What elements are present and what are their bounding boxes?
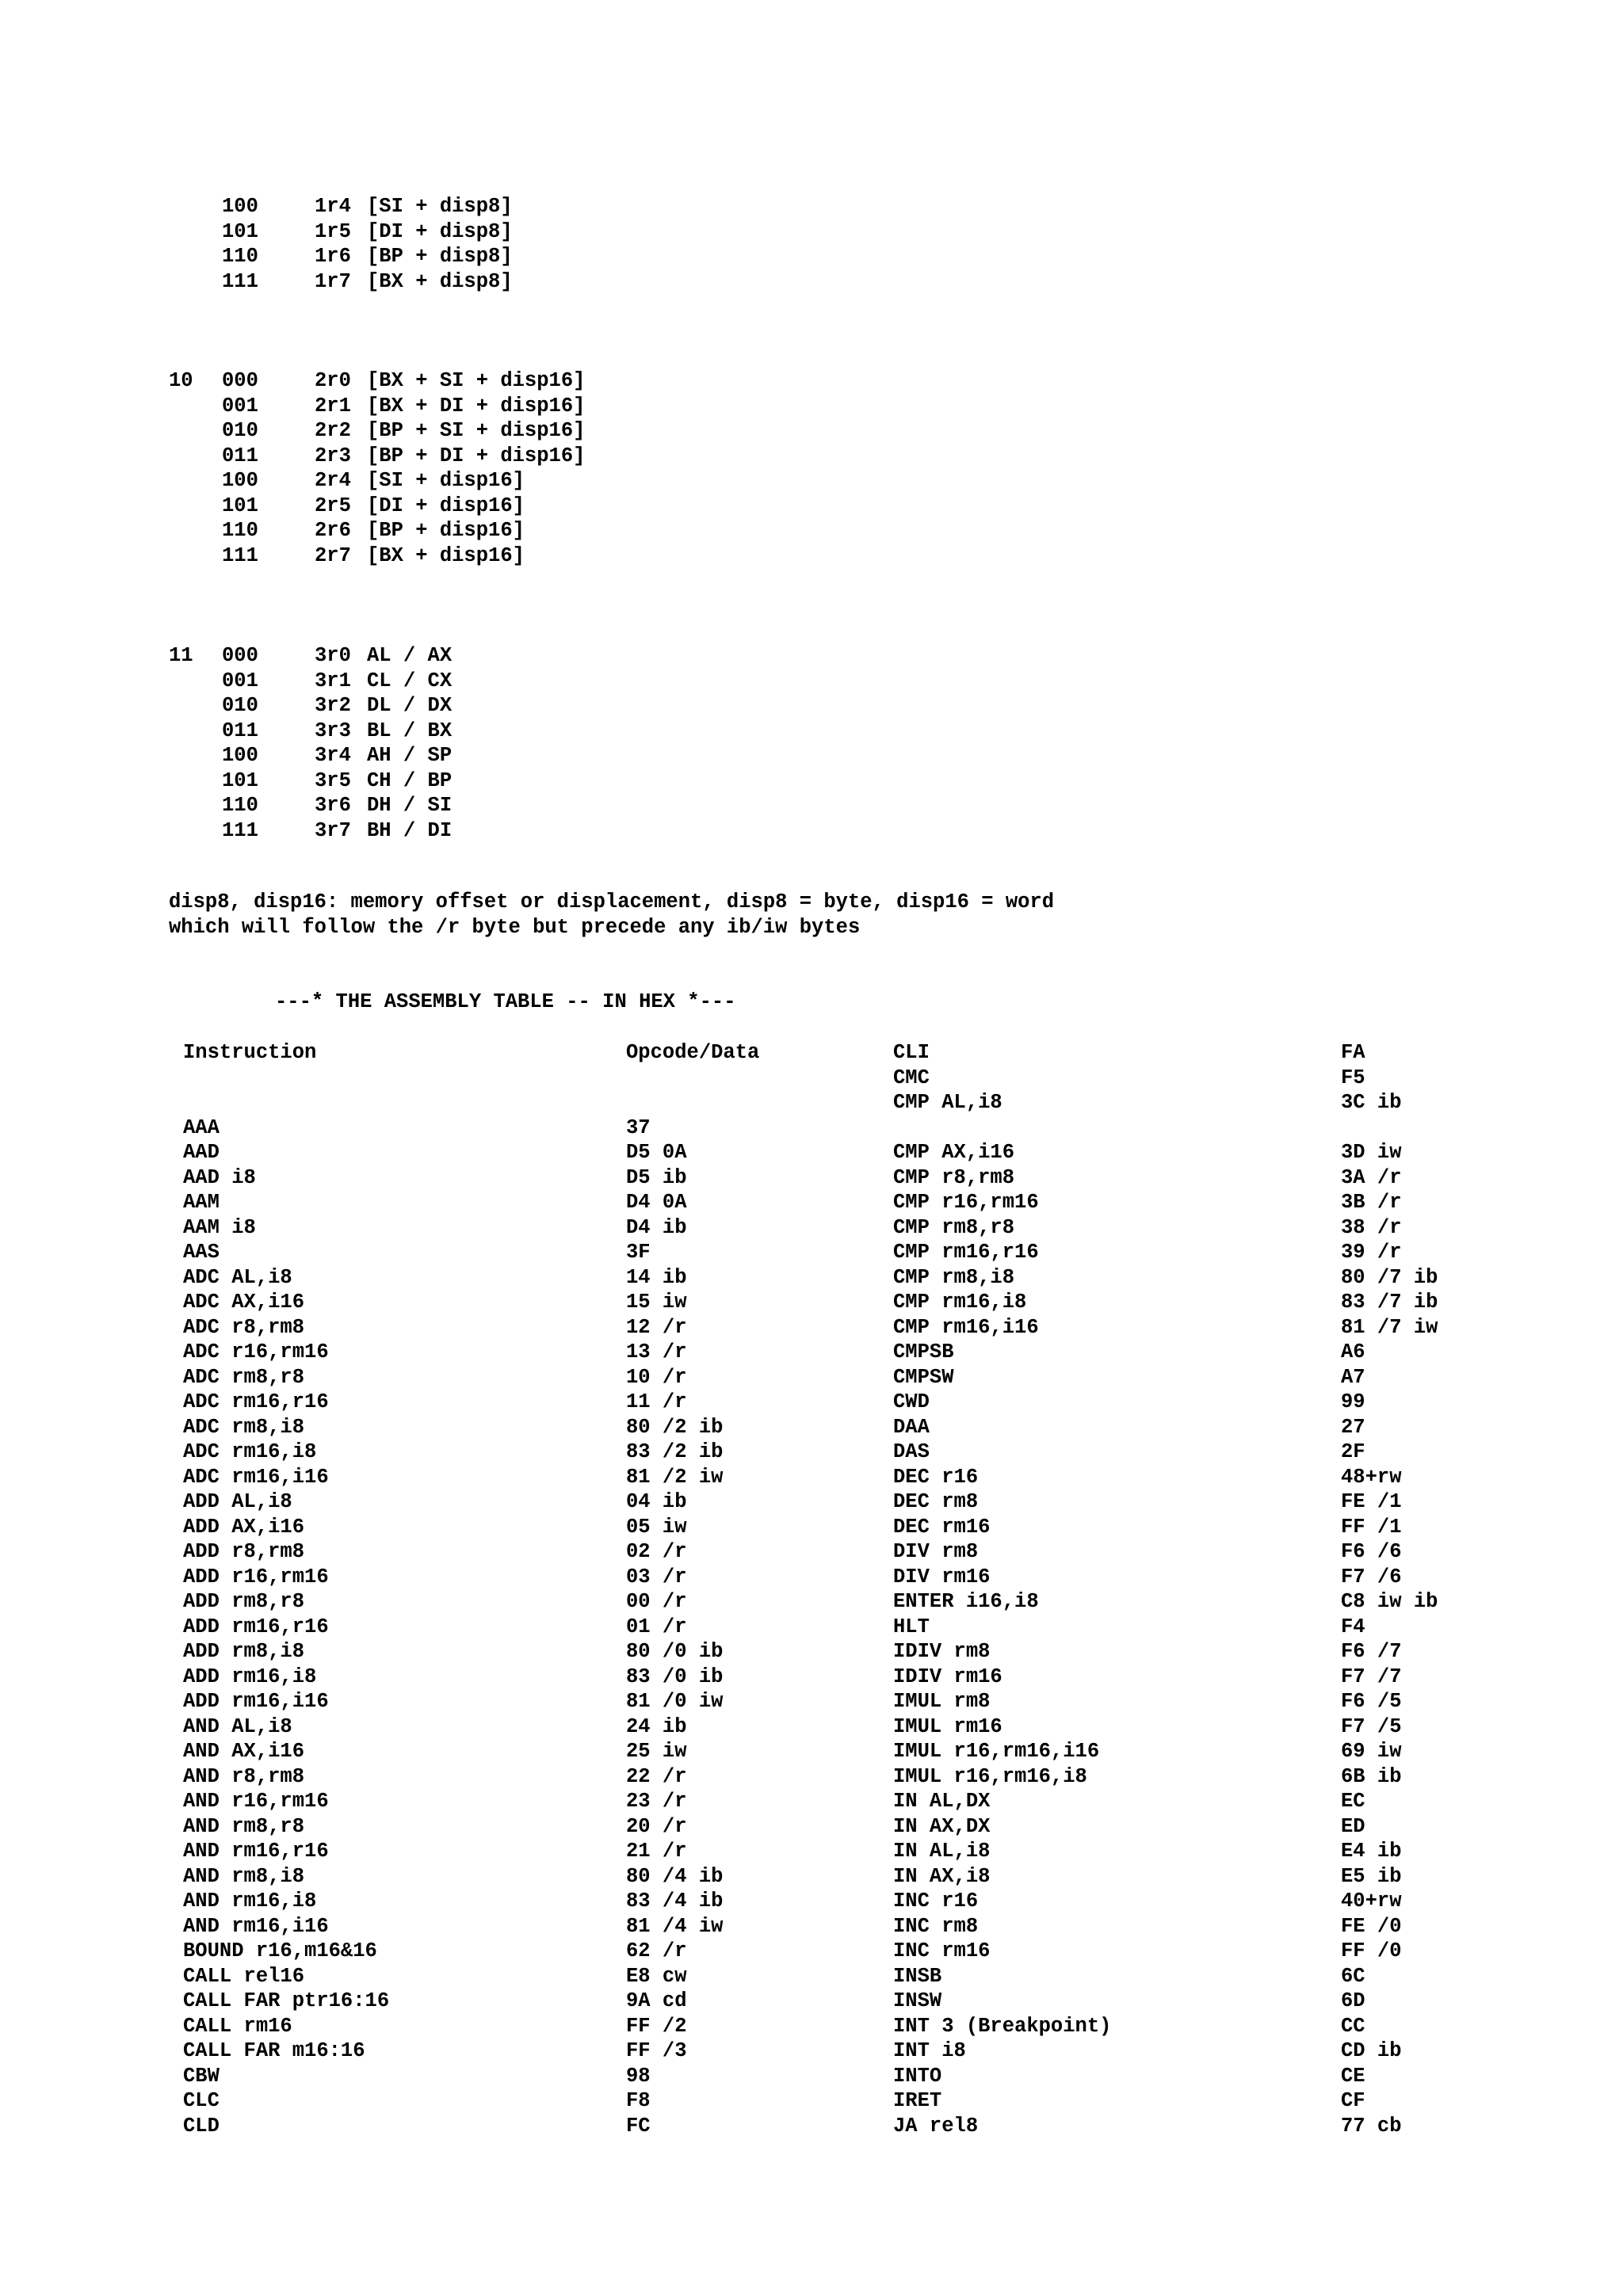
instruction-cell: ADC rm8,r8 (183, 1365, 305, 1389)
instruction-cell-right: DAS (893, 1440, 930, 1463)
opcode-cell: F8 (626, 2089, 651, 2112)
code-field: 3r7 (315, 818, 351, 842)
code-field: 3r5 (315, 769, 351, 792)
opcode-cell-right: CD ib (1341, 2039, 1402, 2062)
instruction-cell-right: CMP rm8,i8 (893, 1265, 1015, 1289)
instruction-cell: AND rm16,i16 (183, 1914, 329, 1938)
code-field: 1r7 (315, 269, 351, 293)
opcode-cell: 04 ib (626, 1490, 687, 1513)
instruction-cell-right: IMUL r16,rm16,i16 (893, 1740, 1100, 1763)
code-field: 1r4 (315, 195, 351, 218)
desc-field: [SI + disp16] (367, 469, 525, 492)
opcode-cell-right: FF /1 (1341, 1515, 1402, 1539)
mod-field: 10 (169, 369, 193, 392)
opcode-cell-right: F6 /5 (1341, 1690, 1402, 1713)
rm-field: 000 (222, 644, 258, 667)
instruction-cell-right: IMUL rm8 (893, 1690, 991, 1713)
code-field: 3r4 (315, 744, 351, 767)
opcode-cell-right: 39 /r (1341, 1241, 1402, 1264)
opcode-cell: D5 ib (626, 1165, 687, 1189)
opcode-cell: D4 0A (626, 1191, 687, 1214)
opcode-cell-right: A7 (1341, 1365, 1365, 1389)
opcode-cell-right: 3B /r (1341, 1191, 1402, 1214)
instruction-cell: AND rm16,i8 (183, 1890, 317, 1913)
instruction-cell: CALL FAR m16:16 (183, 2039, 365, 2062)
rm-field: 001 (222, 669, 258, 692)
instruction-cell: ADC AX,i16 (183, 1291, 305, 1314)
instruction-cell: ADD rm8,i8 (183, 1640, 305, 1663)
rm-field: 101 (222, 219, 258, 243)
opcode-cell-right: 77 cb (1341, 2114, 1402, 2138)
instruction-cell: Instruction (183, 1041, 317, 1064)
instruction-cell: ADD r16,rm16 (183, 1565, 329, 1589)
code-field: 2r2 (315, 419, 351, 442)
code-field: 1r5 (315, 219, 351, 243)
instruction-cell: AAM (183, 1191, 220, 1214)
instruction-cell-right: INTO (893, 2064, 942, 2088)
instruction-cell-right: CLI (893, 1041, 930, 1064)
desc-field: [BP + disp8] (367, 245, 513, 268)
desc-field: [BX + disp16] (367, 543, 525, 567)
opcode-cell: 81 /2 iw (626, 1465, 724, 1489)
rm-field: 111 (222, 543, 258, 567)
instruction-cell-right: DEC rm16 (893, 1515, 991, 1539)
opcode-cell: 80 /0 ib (626, 1640, 724, 1663)
opcode-cell: 03 /r (626, 1565, 687, 1589)
instruction-cell: CALL rel16 (183, 1964, 305, 1988)
opcode-cell-right: F6 /7 (1341, 1640, 1402, 1663)
instruction-cell: AND rm8,i8 (183, 1864, 305, 1888)
opcode-cell: D4 ib (626, 1215, 687, 1239)
desc-field: AL / AX (367, 644, 453, 667)
instruction-cell: ADD rm16,i8 (183, 1665, 317, 1688)
instruction-cell: ADC rm16,i8 (183, 1440, 317, 1463)
instruction-cell: AND AL,i8 (183, 1714, 292, 1738)
rm-field: 100 (222, 195, 258, 218)
instruction-cell-right: INC rm16 (893, 1939, 991, 1962)
rm-field: 111 (222, 818, 258, 842)
instruction-cell-right: DIV rm8 (893, 1540, 979, 1563)
opcode-cell-right: 3D iw (1341, 1141, 1402, 1164)
opcode-cell: 83 /4 ib (626, 1890, 724, 1913)
rm-field: 011 (222, 444, 258, 467)
rm-field: 110 (222, 519, 258, 542)
instruction-cell-right: INT i8 (893, 2039, 966, 2062)
instruction-cell-right: IN AX,DX (893, 1814, 991, 1838)
instruction-cell-right: ENTER i16,i8 (893, 1590, 1039, 1613)
instruction-cell: AAS (183, 1241, 220, 1264)
desc-field: BL / BX (367, 719, 453, 742)
opcode-cell: 83 /2 ib (626, 1440, 724, 1463)
opcode-cell-right: A6 (1341, 1341, 1365, 1363)
opcode-cell-right: 99 (1341, 1390, 1365, 1413)
instruction-cell: CALL rm16 (183, 2014, 292, 2038)
instruction-cell-right: CMP r8,rm8 (893, 1165, 1015, 1189)
instruction-cell: AAD i8 (183, 1165, 256, 1189)
opcode-cell-right: 6D (1341, 1989, 1365, 2012)
opcode-cell-right: C8 iw ib (1341, 1590, 1438, 1613)
opcode-cell: 15 iw (626, 1291, 687, 1314)
opcode-cell: 01 /r (626, 1615, 687, 1638)
opcode-cell: 83 /0 ib (626, 1665, 724, 1688)
rm-field: 110 (222, 245, 258, 268)
opcode-cell: FC (626, 2114, 651, 2138)
desc-field: [BP + DI + disp16] (367, 444, 586, 467)
table-title: ---* THE ASSEMBLY TABLE -- IN HEX *--- (275, 990, 736, 1013)
opcode-cell: D5 0A (626, 1141, 687, 1164)
instruction-cell: AAA (183, 1116, 220, 1139)
instruction-cell: BOUND r16,m16&16 (183, 1939, 377, 1962)
opcode-cell: 20 /r (626, 1814, 687, 1838)
opcode-cell-right: F7 /7 (1341, 1665, 1402, 1688)
opcode-cell: Opcode/Data (626, 1041, 760, 1064)
instruction-cell-right: CMP rm16,r16 (893, 1241, 1039, 1264)
instruction-cell: ADD AL,i8 (183, 1490, 292, 1513)
instruction-cell-right: IMUL r16,rm16,i8 (893, 1764, 1087, 1788)
desc-field: [DI + disp16] (367, 494, 525, 517)
instruction-cell: ADD r8,rm8 (183, 1540, 305, 1563)
opcode-cell: 11 /r (626, 1390, 687, 1413)
code-field: 3r2 (315, 694, 351, 717)
opcode-cell: 05 iw (626, 1515, 687, 1539)
instruction-cell-right: IN AX,i8 (893, 1864, 991, 1888)
rm-field: 100 (222, 744, 258, 767)
desc-field: BH / DI (367, 818, 453, 842)
desc-field: [BP + SI + disp16] (367, 419, 586, 442)
instruction-cell-right: DIV rm16 (893, 1565, 991, 1589)
opcode-cell-right: CC (1341, 2014, 1365, 2038)
instruction-cell: CLD (183, 2114, 220, 2138)
opcode-cell: 13 /r (626, 1341, 687, 1363)
opcode-cell-right: 6C (1341, 1964, 1365, 1988)
instruction-cell-right: CMP rm8,r8 (893, 1215, 1015, 1239)
instruction-cell: ADD rm16,r16 (183, 1615, 329, 1638)
opcode-cell: 62 /r (626, 1939, 687, 1962)
instruction-cell-right: IN AL,i8 (893, 1840, 991, 1863)
instruction-cell-right: IMUL rm16 (893, 1714, 1002, 1738)
instruction-cell-right: CMPSB (893, 1341, 954, 1363)
instruction-cell: AAD (183, 1141, 220, 1164)
instruction-cell: ADC AL,i8 (183, 1265, 292, 1289)
opcode-cell-right: 80 /7 ib (1341, 1265, 1438, 1289)
rm-field: 101 (222, 494, 258, 517)
instruction-cell-right: DEC rm8 (893, 1490, 979, 1513)
opcode-cell: E8 cw (626, 1964, 687, 1988)
opcode-cell-right: FE /1 (1341, 1490, 1402, 1513)
opcode-cell-right: 69 iw (1341, 1740, 1402, 1763)
opcode-cell: 24 ib (626, 1714, 687, 1738)
opcode-cell: 9A cd (626, 1989, 687, 2012)
code-field: 2r5 (315, 494, 351, 517)
rm-field: 100 (222, 469, 258, 492)
rm-field: 110 (222, 794, 258, 817)
instruction-cell-right: INSB (893, 1964, 942, 1988)
instruction-cell-right: IN AL,DX (893, 1790, 991, 1813)
rm-field: 001 (222, 394, 258, 418)
opcode-cell: 37 (626, 1116, 651, 1139)
opcode-cell: 12 /r (626, 1315, 687, 1339)
rm-field: 010 (222, 419, 258, 442)
instruction-cell-right: CMPSW (893, 1365, 954, 1389)
desc-field: AH / SP (367, 744, 453, 767)
opcode-cell-right: FF /0 (1341, 1939, 1402, 1962)
code-field: 2r7 (315, 543, 351, 567)
note-line-1: disp8, disp16: memory offset or displacement, disp8 = byte, disp16 = word (169, 891, 1055, 913)
instruction-cell-right: INC r16 (893, 1890, 979, 1913)
code-field: 2r3 (315, 444, 351, 467)
instruction-cell-right: CMC (893, 1066, 930, 1089)
instruction-cell: ADD rm8,r8 (183, 1590, 305, 1613)
instruction-cell-right: IDIV rm16 (893, 1665, 1002, 1688)
instruction-cell-right: CMP AX,i16 (893, 1141, 1015, 1164)
instruction-cell-right: JA rel8 (893, 2114, 979, 2138)
opcode-cell: 80 /4 ib (626, 1864, 724, 1888)
opcode-cell: 81 /4 iw (626, 1914, 724, 1938)
opcode-cell-right: FA (1341, 1041, 1365, 1064)
instruction-cell: CLC (183, 2089, 220, 2112)
opcode-cell-right: 27 (1341, 1415, 1365, 1439)
opcode-cell: FF /3 (626, 2039, 687, 2062)
desc-field: DH / SI (367, 794, 453, 817)
opcode-cell-right: F7 /6 (1341, 1565, 1402, 1589)
opcode-cell: 14 ib (626, 1265, 687, 1289)
opcode-cell: 10 /r (626, 1365, 687, 1389)
code-field: 2r0 (315, 369, 351, 392)
instruction-cell-right: CMP r16,rm16 (893, 1191, 1039, 1214)
desc-field: CL / CX (367, 669, 453, 692)
note-line-2: which will follow the /r byte but precede any ib/iw bytes (169, 915, 861, 939)
opcode-cell-right: E5 ib (1341, 1864, 1402, 1888)
instruction-cell-right: IDIV rm8 (893, 1640, 991, 1663)
opcode-cell: 21 /r (626, 1840, 687, 1863)
instruction-cell: ADD rm16,i16 (183, 1690, 329, 1713)
instruction-cell: AND r8,rm8 (183, 1764, 305, 1788)
opcode-cell-right: 48+rw (1341, 1465, 1402, 1489)
rm-field: 101 (222, 769, 258, 792)
code-field: 2r1 (315, 394, 351, 418)
desc-field: [SI + disp8] (367, 195, 513, 218)
instruction-cell: AND AX,i16 (183, 1740, 305, 1763)
desc-field: [DI + disp8] (367, 219, 513, 243)
opcode-cell: 22 /r (626, 1764, 687, 1788)
instruction-cell-right: INC rm8 (893, 1914, 979, 1938)
opcode-cell-right: 38 /r (1341, 1215, 1402, 1239)
instruction-cell-right: CMP AL,i8 (893, 1091, 1002, 1114)
rm-field: 000 (222, 369, 258, 392)
opcode-cell-right: F4 (1341, 1615, 1365, 1638)
rm-field: 011 (222, 719, 258, 742)
instruction-cell-right: CMP rm16,i16 (893, 1315, 1039, 1339)
opcode-cell-right: CF (1341, 2089, 1365, 2112)
instruction-cell: ADD AX,i16 (183, 1515, 305, 1539)
opcode-cell: 98 (626, 2064, 651, 2088)
instruction-cell: ADC rm16,i16 (183, 1465, 329, 1489)
instruction-cell-right: CMP rm16,i8 (893, 1291, 1027, 1314)
desc-field: CH / BP (367, 769, 453, 792)
opcode-cell: 80 /2 ib (626, 1415, 724, 1439)
opcode-cell-right: 3A /r (1341, 1165, 1402, 1189)
code-field: 2r6 (315, 519, 351, 542)
code-field: 3r3 (315, 719, 351, 742)
instruction-cell-right: INT 3 (Breakpoint) (893, 2014, 1112, 2038)
opcode-cell-right: 83 /7 ib (1341, 1291, 1438, 1314)
desc-field: [BP + disp16] (367, 519, 525, 542)
instruction-cell-right: CWD (893, 1390, 930, 1413)
opcode-cell-right: EC (1341, 1790, 1365, 1813)
opcode-cell-right: 2F (1341, 1440, 1365, 1463)
instruction-cell: ADC r16,rm16 (183, 1341, 329, 1363)
instruction-cell: CBW (183, 2064, 220, 2088)
code-field: 3r6 (315, 794, 351, 817)
instruction-cell-right: DEC r16 (893, 1465, 979, 1489)
opcode-cell-right: 6B ib (1341, 1764, 1402, 1788)
desc-field: [BX + disp8] (367, 269, 513, 293)
displacement-note (169, 890, 1054, 940)
code-field: 3r0 (315, 644, 351, 667)
opcode-cell: 00 /r (626, 1590, 687, 1613)
code-field: 2r4 (315, 469, 351, 492)
opcode-cell-right: F6 /6 (1341, 1540, 1402, 1563)
desc-field: [BX + DI + disp16] (367, 394, 586, 418)
opcode-cell-right: ED (1341, 1814, 1365, 1838)
opcode-cell-right: CE (1341, 2064, 1365, 2088)
opcode-cell-right: F5 (1341, 1066, 1365, 1089)
instruction-cell: AAM i8 (183, 1215, 256, 1239)
opcode-cell: 23 /r (626, 1790, 687, 1813)
code-field: 1r6 (315, 245, 351, 268)
rm-field: 111 (222, 269, 258, 293)
opcode-cell: 25 iw (626, 1740, 687, 1763)
instruction-cell-right: IRET (893, 2089, 942, 2112)
opcode-cell: 81 /0 iw (626, 1690, 724, 1713)
rm-field: 010 (222, 694, 258, 717)
desc-field: DL / DX (367, 694, 453, 717)
mod-field: 11 (169, 644, 193, 667)
opcode-cell-right: E4 ib (1341, 1840, 1402, 1863)
instruction-cell: ADC rm16,r16 (183, 1390, 329, 1413)
instruction-cell: AND rm16,r16 (183, 1840, 329, 1863)
opcode-cell-right: 40+rw (1341, 1890, 1402, 1913)
opcode-cell-right: 3C ib (1341, 1091, 1402, 1114)
opcode-cell-right: 81 /7 iw (1341, 1315, 1438, 1339)
opcode-cell-right: F7 /5 (1341, 1714, 1402, 1738)
instruction-cell: AND r16,rm16 (183, 1790, 329, 1813)
opcode-cell: 02 /r (626, 1540, 687, 1563)
instruction-cell-right: DAA (893, 1415, 930, 1439)
instruction-cell: ADC r8,rm8 (183, 1315, 305, 1339)
instruction-cell-right: HLT (893, 1615, 930, 1638)
code-field: 3r1 (315, 669, 351, 692)
opcode-cell-right: FE /0 (1341, 1914, 1402, 1938)
instruction-cell: CALL FAR ptr16:16 (183, 1989, 390, 2012)
desc-field: [BX + SI + disp16] (367, 369, 586, 392)
opcode-cell: 3F (626, 1241, 651, 1264)
instruction-cell: ADC rm8,i8 (183, 1415, 305, 1439)
instruction-cell-right: INSW (893, 1989, 942, 2012)
opcode-cell: FF /2 (626, 2014, 687, 2038)
instruction-cell: AND rm8,r8 (183, 1814, 305, 1838)
